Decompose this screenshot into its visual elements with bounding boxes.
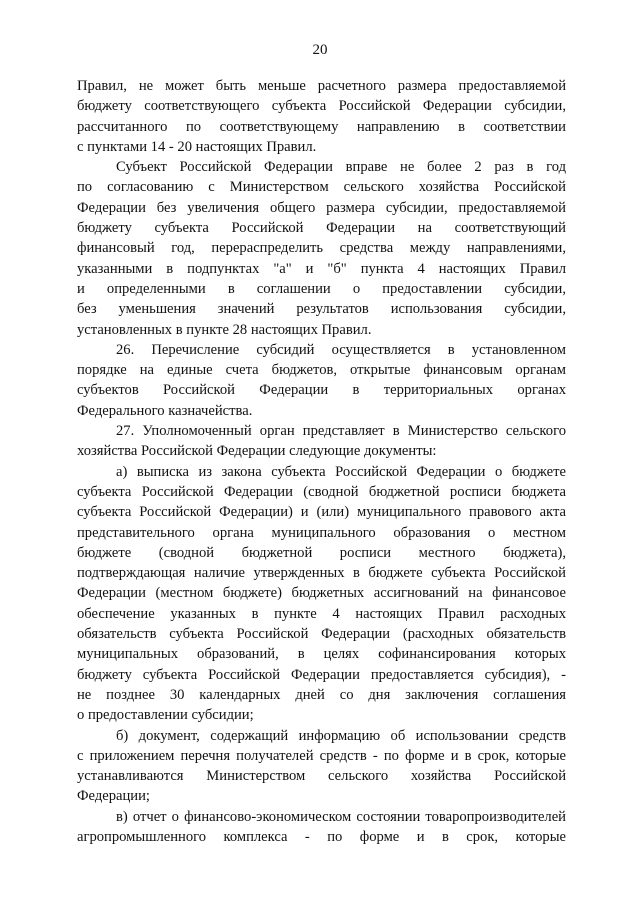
text-line: бюджете (сводной бюджетной росписи местного бюджета),: [77, 544, 566, 561]
text-line: бюджету субъекта Российской Федерации на соответствующий: [77, 220, 566, 237]
text-line: субъекта Российской Федерации) и (или) муниципального правового акта: [77, 504, 566, 521]
text-line: установленных в пункте 28 настоящих Правил.: [77, 321, 372, 338]
text-line: без уменьшения значений результатов использования субсидии,: [77, 301, 566, 318]
text-line: Федерации без увеличения общего размера субсидии, предоставляемой: [77, 199, 566, 216]
text-line: устанавливаются Министерством сельского хозяйства Российской: [77, 768, 566, 785]
text-line: в) отчет о финансово-экономическом состоянии товаропроизводителей: [116, 808, 566, 825]
text-line: а) выписка из закона субъекта Российской Федерации о бюджете: [116, 463, 566, 480]
text-line: Федерации (местном бюджете) бюджетных ассигнований на финансовое: [77, 585, 566, 602]
text-line: обеспечение указанных в пункте 4 настоящих Правил расходных: [77, 605, 566, 622]
text-line: субъектов Российской Федерации в территориальных органах: [77, 382, 566, 399]
text-line: по согласованию с Министерством сельского хозяйства Российской: [77, 179, 566, 196]
text-line: Субъект Российской Федерации вправе не более 2 раз в год: [116, 159, 566, 176]
text-line: представительного органа муниципального образования о местном: [77, 524, 566, 541]
page-number: 20: [312, 42, 328, 58]
text-line: с приложением перечня получателей средств - по форме и в срок, которые: [77, 747, 566, 764]
text-line: 27. Уполномоченный орган представляет в Министерство сельского: [116, 423, 566, 440]
text-line: хозяйства Российской Федерации следующие документы:: [77, 443, 437, 460]
text-line: о предоставлении субсидии;: [77, 707, 254, 724]
text-line: бюджету соответствующего субъекта Российской Федерации субсидии,: [77, 98, 566, 115]
text-line: 26. Перечисление субсидий осуществляется в установленном: [116, 341, 566, 358]
text-line: с пунктами 14 - 20 настоящих Правил.: [77, 138, 317, 155]
text-line: субъекта Российской Федерации (сводной бюджетной росписи бюджета: [77, 483, 566, 500]
text-line: подтверждающая наличие утвержденных в бюджете субъекта Российской: [77, 565, 566, 582]
text-line: рассчитанного по соответствующему направлению в соответствии: [77, 118, 566, 135]
body-text: [77, 76, 566, 847]
text-line: Федерации;: [77, 788, 150, 805]
text-line: бюджету субъекта Российской Федерации предоставляется субсидия), -: [77, 666, 566, 683]
text-line: не позднее 30 календарных дней со дня заключения соглашения: [77, 686, 566, 703]
text-line: агропромышленного комплекса - по форме и в срок, которые: [77, 828, 566, 845]
text-line: порядке на единые счета бюджетов, открытые финансовым органам: [77, 362, 566, 379]
text-line: б) документ, содержащий информацию об использовании средств: [116, 727, 566, 744]
text-line: и определенными в соглашении о предоставлении субсидии,: [77, 280, 566, 297]
text-line: обязательств субъекта Российской Федерации (расходных обязательств: [77, 626, 566, 643]
text-line: указанными в подпунктах "а" и "б" пункта 4 настоящих Правил: [77, 260, 566, 277]
text-line: финансовый год, перераспределить средства между направлениями,: [77, 240, 566, 257]
text-line: Правил, не может быть меньше расчетного размера предоставляемой: [77, 78, 566, 94]
text-line: Федерального казначейства.: [77, 402, 253, 419]
text-line: муниципальных образований, в целях софинансирования которых: [77, 646, 566, 663]
